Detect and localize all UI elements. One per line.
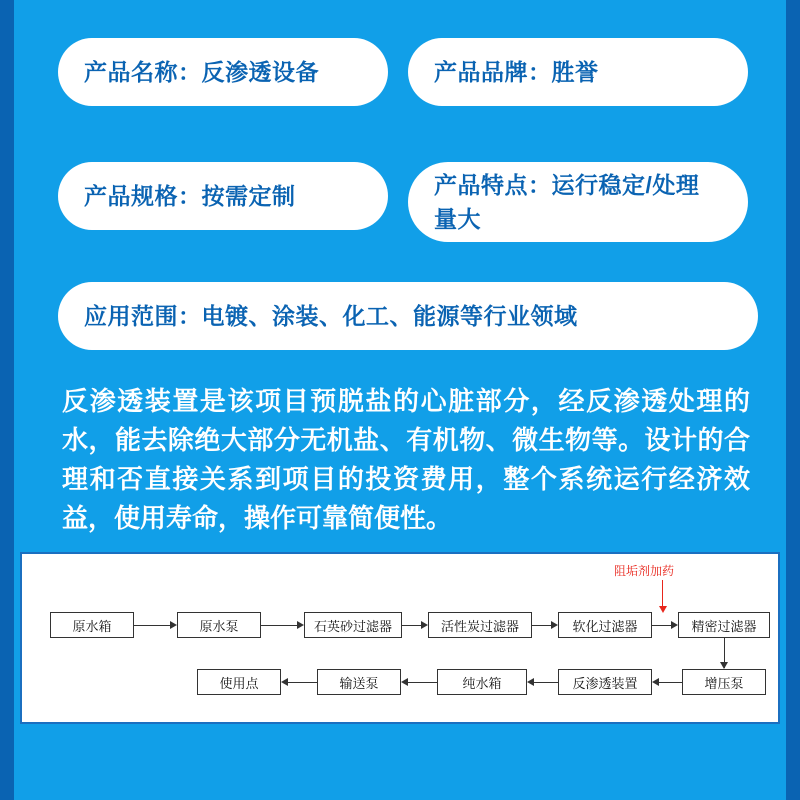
flow-arrow-top-2-icon (297, 621, 304, 629)
right-edge-stripe (786, 0, 800, 800)
spec-row-2 (58, 162, 748, 242)
flow-node-activated-carbon-filter (428, 612, 532, 638)
flow-node-precision-filter-label: 精密过滤器 (691, 618, 757, 634)
flow-arrow-top-1-icon (170, 621, 177, 629)
dosing-connector-line (662, 580, 663, 606)
flow-link-top-5 (652, 625, 671, 626)
flow-node-point-of-use-label: 使用点 (219, 675, 259, 691)
spec-pill-product-name-label: 产品名称：反渗透设备 (84, 59, 319, 85)
dosing-arrow-icon (659, 606, 667, 613)
process-flow-inner (22, 554, 778, 722)
flow-node-quartz-sand-filter (304, 612, 402, 638)
flow-node-quartz-sand-filter-label: 石英砂过滤器 (313, 618, 392, 634)
flow-arrow-bottom-4-icon (281, 678, 288, 686)
left-edge-stripe (0, 0, 14, 800)
spec-pill-product-brand (408, 38, 748, 106)
spec-row-3 (58, 282, 758, 350)
flow-node-point-of-use (197, 669, 281, 695)
spec-pill-product-brand-label: 产品品牌：胜誉 (434, 59, 599, 85)
flow-node-pure-water-tank (437, 669, 527, 695)
spec-pill-product-features-label: 产品特点：运行稳定/处理量大 (434, 172, 700, 232)
flow-arrow-right-down-icon (720, 662, 728, 669)
flow-node-softening-filter (558, 612, 652, 638)
process-flow-panel (20, 552, 780, 724)
description-paragraph: 反渗透装置是该项目预脱盐的心脏部分，经反渗透处理的水，能去除绝大部分无机盐、有机物、微生物等。设计的合理和否直接关系到项目的投资费用，整个系统运行经济效益，使用寿命，操作可靠简便性。 (62, 387, 750, 533)
spec-pill-product-name (58, 38, 388, 106)
flow-link-bottom-3 (408, 682, 437, 683)
flow-arrow-bottom-3-icon (401, 678, 408, 686)
flow-node-pure-water-tank-label: 纯水箱 (462, 675, 502, 691)
flow-link-bottom-4 (288, 682, 317, 683)
flow-node-ro-unit-label: 反渗透装置 (572, 675, 638, 691)
flow-arrow-top-3-icon (421, 621, 428, 629)
flow-link-top-1 (134, 625, 170, 626)
flow-node-delivery-pump-label: 输送泵 (339, 675, 379, 691)
flow-node-ro-unit (558, 669, 652, 695)
flow-node-booster-pump (682, 669, 766, 695)
flow-node-booster-pump-label: 增压泵 (704, 675, 744, 691)
flow-link-bottom-2 (534, 682, 558, 683)
flow-node-activated-carbon-filter-label: 活性炭过滤器 (440, 618, 519, 634)
spec-pill-product-features (408, 162, 748, 242)
flow-arrow-bottom-1-icon (652, 678, 659, 686)
flow-arrow-top-5-icon (671, 621, 678, 629)
spec-pill-application-scope-label: 应用范围：电镀、涂装、化工、能源等行业领域 (84, 303, 578, 329)
spec-row-1 (58, 38, 748, 106)
flow-node-raw-water-pump (177, 612, 261, 638)
flow-node-softening-filter-label: 软化过滤器 (572, 618, 638, 634)
spec-pill-product-spec-label: 产品规格：按需定制 (84, 183, 296, 209)
flow-node-delivery-pump (317, 669, 401, 695)
flow-node-raw-water-pump-label: 原水泵 (199, 618, 239, 634)
flow-arrow-bottom-2-icon (527, 678, 534, 686)
flow-link-top-4 (532, 625, 551, 626)
flow-link-bottom-1 (659, 682, 682, 683)
flow-node-raw-water-tank-label: 原水箱 (72, 618, 112, 634)
flow-arrow-top-4-icon (551, 621, 558, 629)
flow-link-top-3 (402, 625, 421, 626)
dosing-label: 阻垢剂加药 (614, 564, 675, 578)
spec-pill-product-spec (58, 162, 388, 230)
flow-node-raw-water-tank (50, 612, 134, 638)
flow-link-top-2 (261, 625, 297, 626)
spec-pill-application-scope (58, 282, 758, 350)
flow-node-precision-filter (678, 612, 770, 638)
